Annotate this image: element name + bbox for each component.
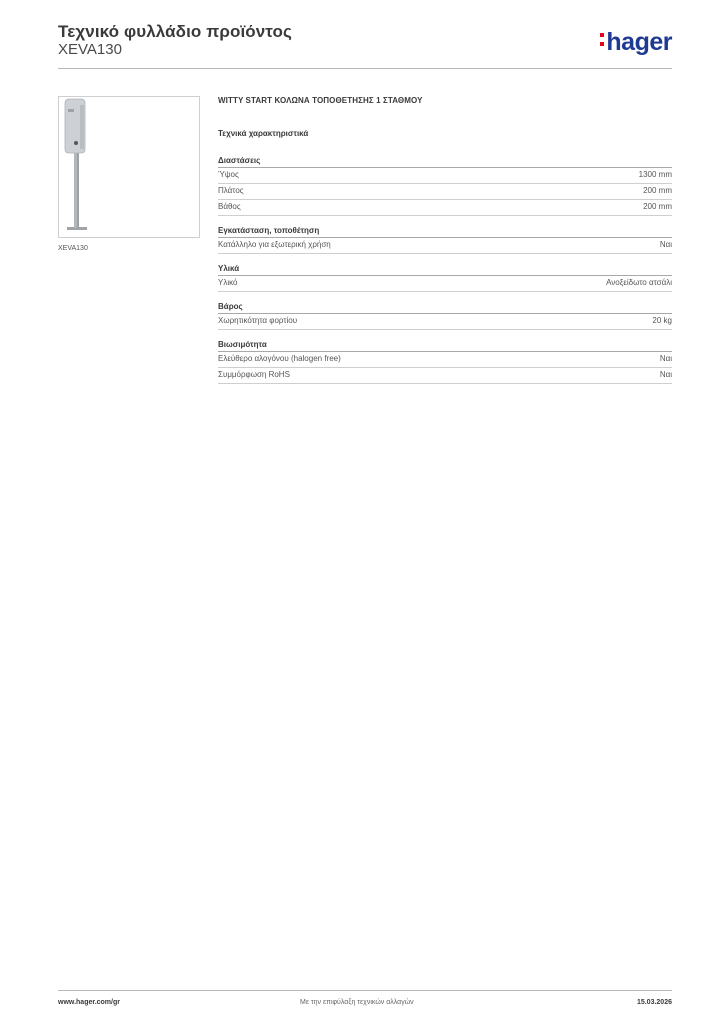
footer-date: 15.03.2026	[636, 999, 672, 1006]
spec-row	[218, 368, 672, 384]
spec-group-title: Βιωσιμότητα	[218, 340, 672, 352]
spec-value: Ναι	[659, 354, 672, 363]
spec-label: Ελεύθερο αλογόνου (halogen free)	[218, 354, 341, 363]
spec-group-title: Διαστάσεις	[218, 156, 672, 168]
spec-label: Κατάλληλο για εξωτερική χρήση	[218, 240, 331, 249]
spec-row	[218, 238, 672, 254]
brand-name: hager	[606, 28, 672, 56]
spec-label: Πλάτος	[218, 186, 244, 195]
spec-group-materials	[218, 264, 672, 292]
spec-row	[218, 352, 672, 368]
footer-url[interactable]: www.hager.com/gr	[58, 999, 120, 1006]
footer-note: Με την επιφύλαξη τεχνικών αλλαγών	[300, 999, 414, 1006]
product-image	[58, 96, 200, 238]
charging-column-icon	[59, 97, 199, 237]
spec-sheet	[218, 96, 672, 394]
spec-value: Ανοξείδωτο ατσάλι	[606, 278, 672, 287]
footer-divider	[58, 990, 672, 991]
spec-group-title: Εγκατάσταση, τοποθέτηση	[218, 226, 672, 238]
spec-label: Ύψος	[218, 170, 239, 179]
header-divider	[58, 68, 672, 69]
spec-row	[218, 200, 672, 216]
spec-group-installation	[218, 226, 672, 254]
spec-label: Συμμόρφωση RoHS	[218, 370, 290, 379]
spec-row	[218, 168, 672, 184]
spec-value: 200 mm	[643, 202, 672, 211]
spec-label: Βάθος	[218, 202, 241, 211]
spec-row	[218, 276, 672, 292]
spec-label: Υλικό	[218, 278, 238, 287]
spec-value: 1300 mm	[638, 170, 672, 179]
product-code: XEVA130	[58, 41, 122, 58]
spec-value: 200 mm	[643, 186, 672, 195]
spec-row	[218, 184, 672, 200]
spec-group-dimensions	[218, 156, 672, 216]
spec-group-sustainability	[218, 340, 672, 384]
spec-value: 20 kg	[652, 316, 672, 325]
logo-dots-icon	[600, 28, 605, 51]
spec-group-title: Βάρος	[218, 302, 672, 314]
spec-label: Χωρητικότητα φορτίου	[218, 316, 298, 325]
spec-value: Ναι	[659, 370, 672, 379]
document-title: Τεχνικό φυλλάδιο προϊόντος	[58, 22, 292, 41]
brand-logo	[600, 28, 672, 57]
spec-row	[218, 314, 672, 330]
spec-value: Ναι	[659, 240, 672, 249]
image-caption: XEVA130	[58, 245, 88, 252]
product-name: WITTY START ΚΟΛΩΝΑ ΤΟΠΟΘΕΤΗΣΗΣ 1 ΣΤΑΘΜΟΥ	[218, 96, 423, 105]
spec-group-weight	[218, 302, 672, 330]
spec-group-title: Υλικά	[218, 264, 672, 276]
specs-heading: Τεχνικά χαρακτηριστικά	[218, 129, 309, 138]
